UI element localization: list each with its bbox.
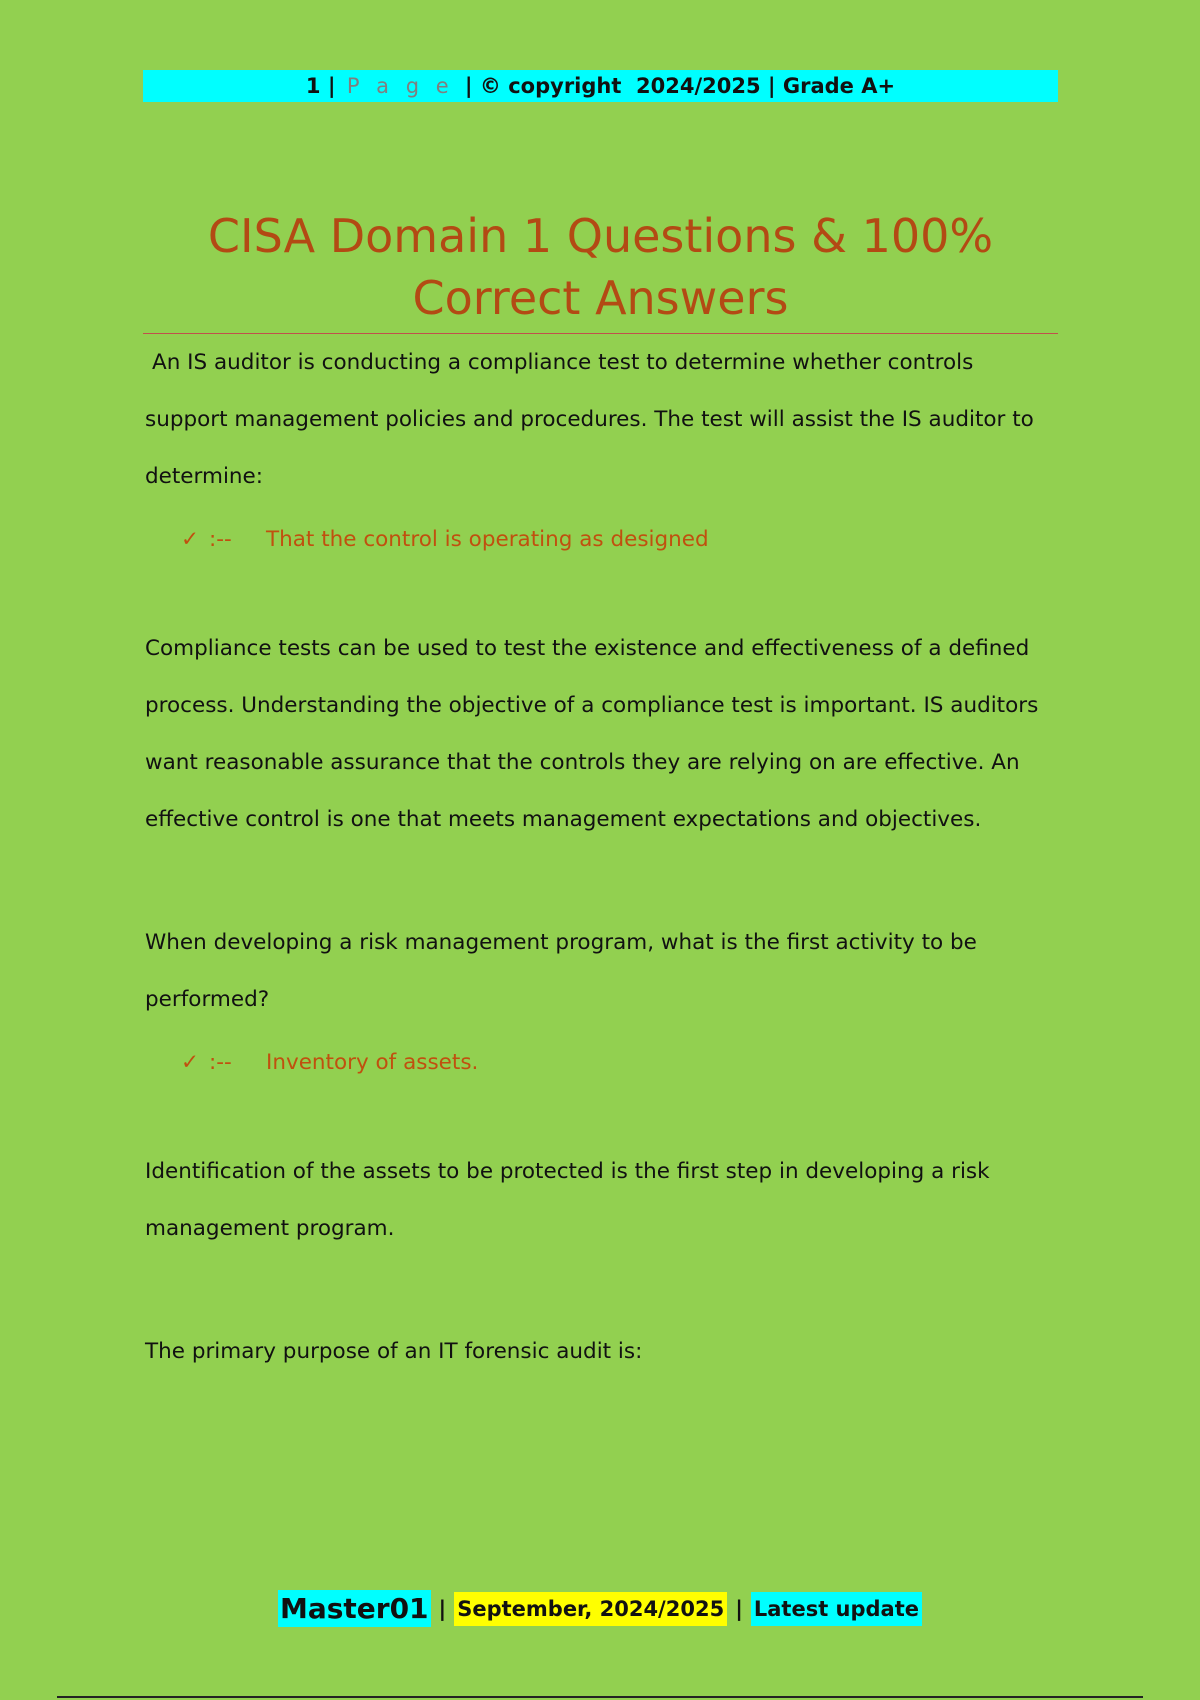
answer-1-text: That the control is operating as designed [266, 527, 709, 552]
page-footer [0, 1590, 1200, 1627]
explanation-2: Identification of the assets to be protected is the first step in developing a risk management program. [145, 1159, 990, 1241]
page-word: P a g e [346, 74, 454, 98]
explanation-1: Compliance tests can be used to test the existence and effectiveness of a defined process. Understanding the objective of a compliance test is important. IS auditors want reasonable assurance that the controls they are relying on are effective. An effective control is one that meets management expectations and objectives. [145, 636, 1039, 832]
answer-marker: :-- [209, 527, 232, 552]
question-1: An IS auditor is conducting a compliance test to determine whether controls support management policies and procedures. The test will assist the IS auditor to determine: [145, 350, 1034, 489]
page-number: 1 [305, 74, 321, 98]
answer-2-text: Inventory of assets. [266, 1050, 479, 1075]
answer-1 [181, 511, 1060, 568]
checkmark-icon: ✓ [181, 1050, 200, 1075]
title-line-1: CISA Domain 1 Questions & 100% [207, 209, 994, 263]
checkmark-icon: ✓ [181, 527, 200, 552]
page-header: 1 | P a g e | © copyright 2024/2025 | Grade A+ [143, 70, 1058, 102]
grade-text: Grade A+ [782, 74, 896, 98]
footer-separator: | [735, 1596, 743, 1621]
footer-separator: | [438, 1596, 447, 1621]
copyright-text: © copyright 2024/2025 [479, 74, 761, 98]
footer-date: September, 2024/2025 [454, 1592, 727, 1626]
bottom-divider [57, 1696, 1143, 1698]
answer-marker: :-- [209, 1050, 232, 1075]
title-line-2: Correct Answers [412, 271, 789, 325]
footer-latest-update: Latest update [751, 1592, 922, 1626]
question-2: When developing a risk management program, what is the first activity to be performed? [145, 930, 977, 1012]
document-title [143, 205, 1058, 329]
footer-brand: Master01 [279, 1592, 429, 1625]
answer-2 [181, 1034, 1060, 1091]
question-3: The primary purpose of an IT forensic audit is: [145, 1339, 643, 1364]
document-body [145, 334, 1060, 1380]
